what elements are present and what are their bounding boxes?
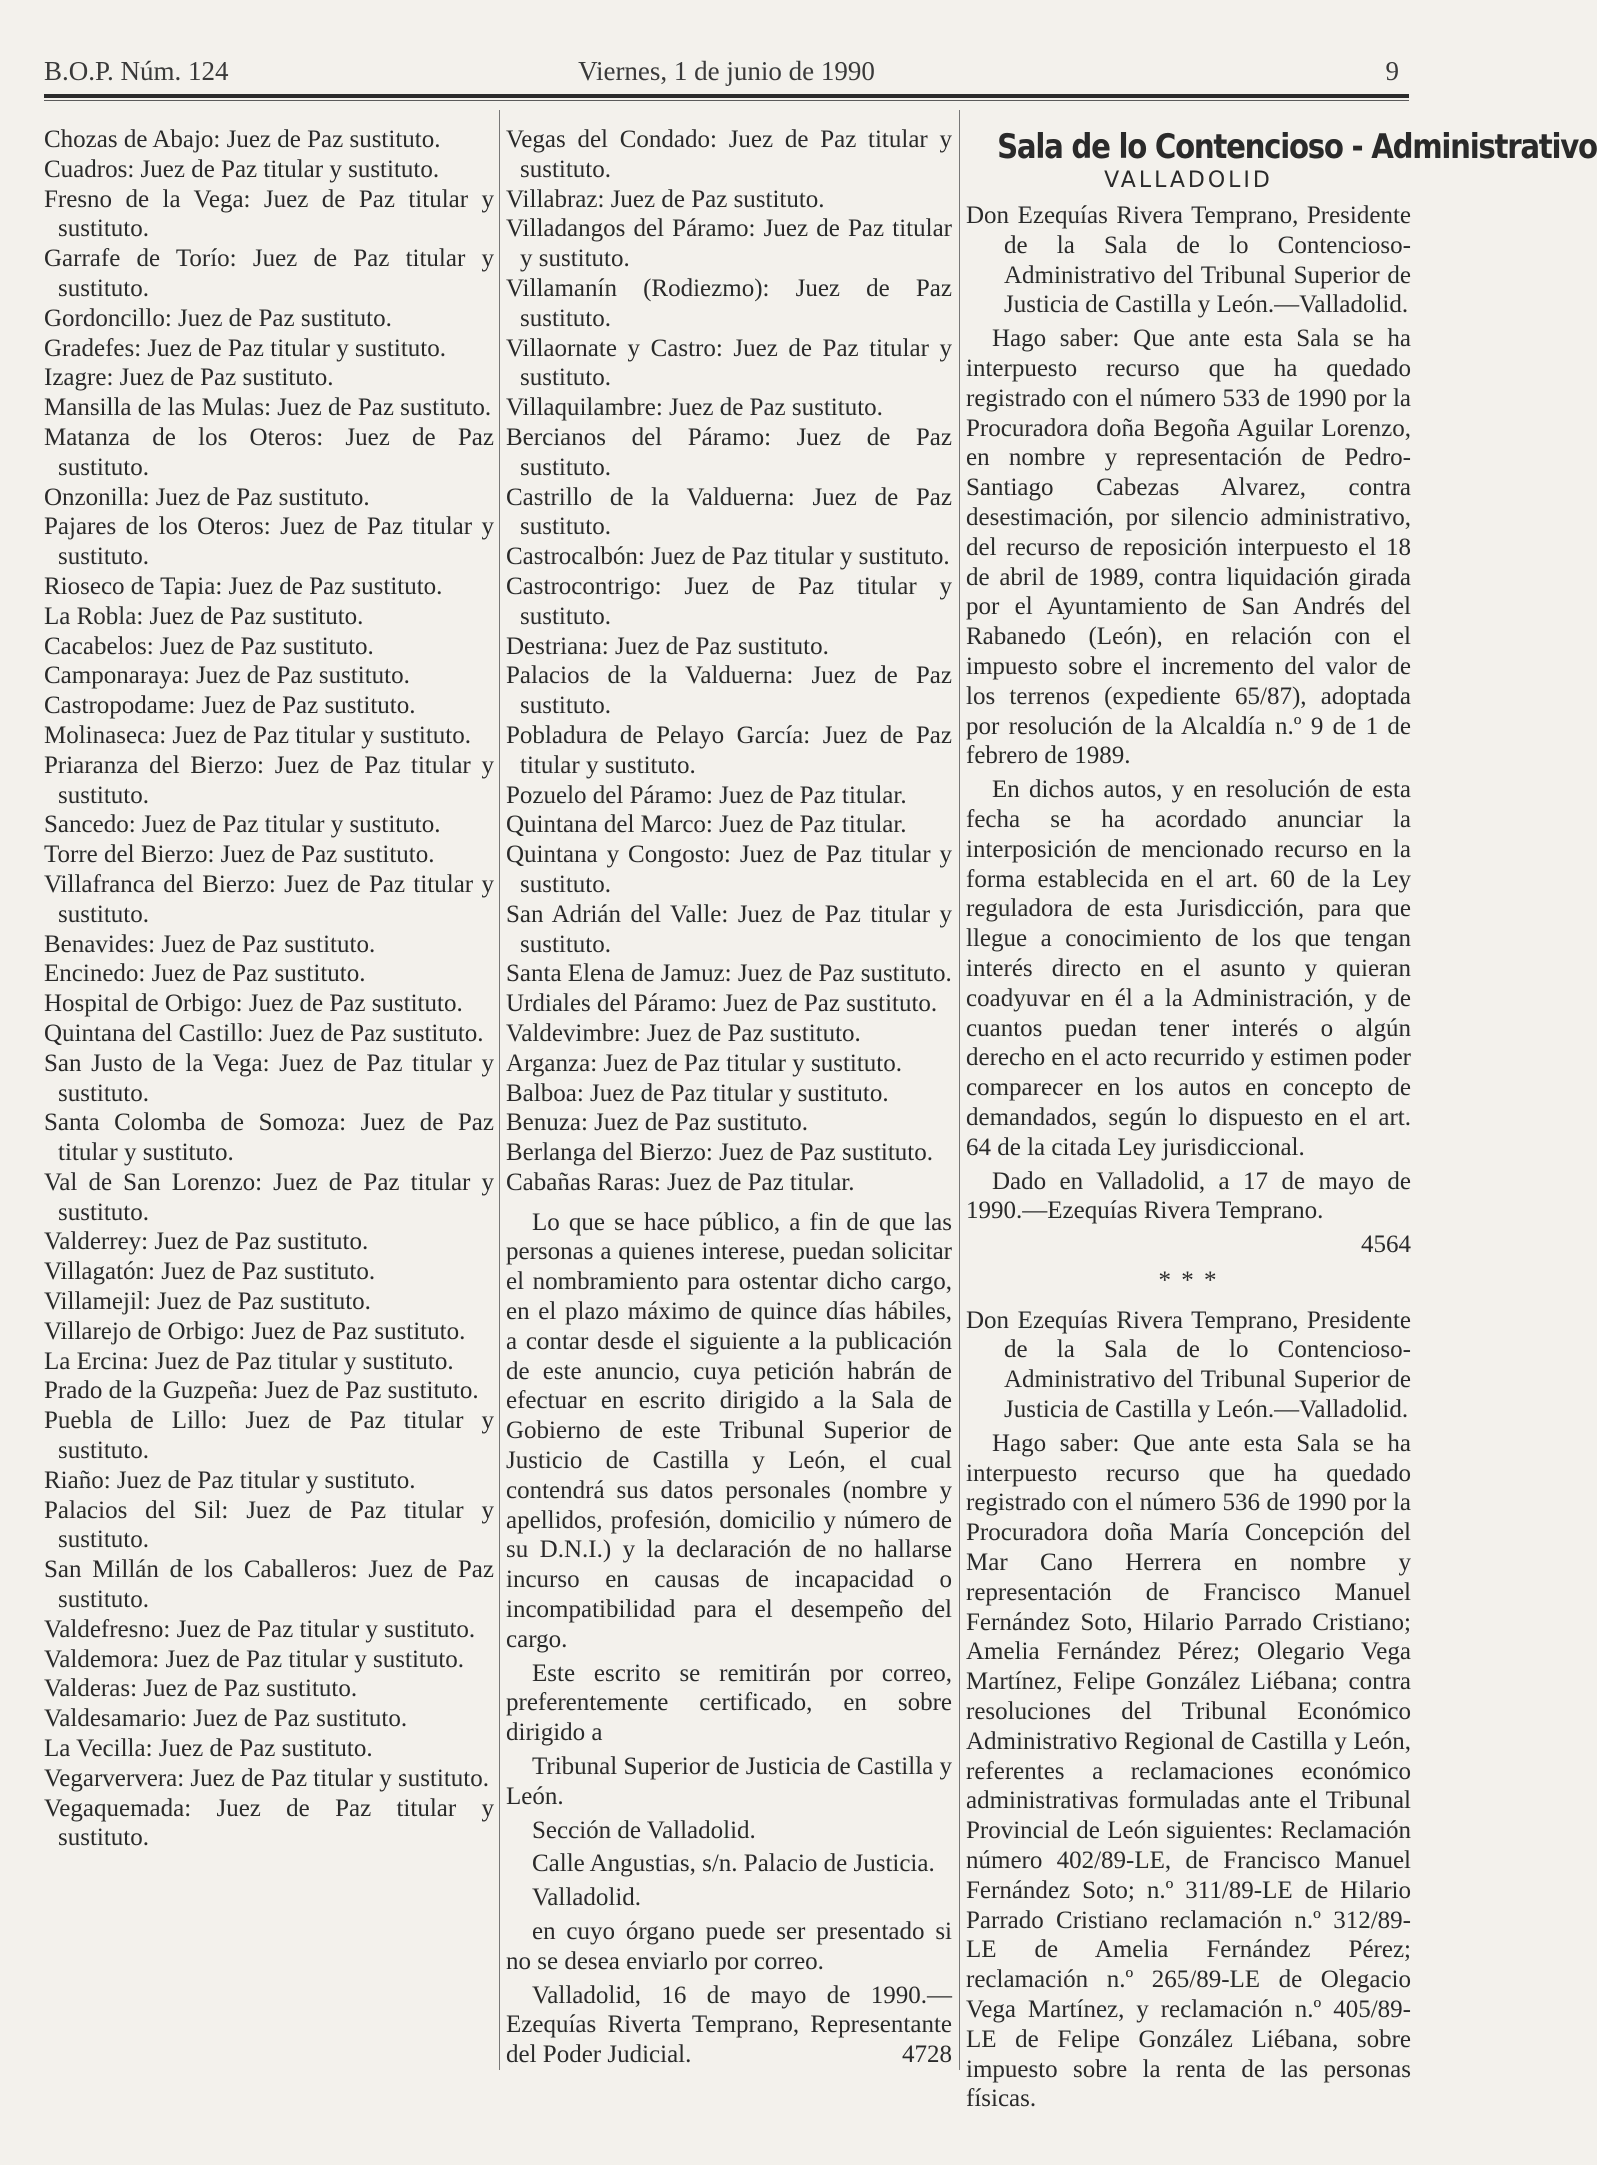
list-item: La Vecilla: Juez de Paz sustituto. — [44, 1735, 373, 1763]
list-item: Villarejo de Orbigo: Juez de Paz sustituto. — [44, 1317, 466, 1345]
list-item: Villamanín (Rodiezmo): Juez de Paz sustituto. — [506, 274, 952, 332]
list-item: San Millán de los Caballeros: Juez de Paz sustituto. — [44, 1556, 494, 1614]
list-item: Vegaquemada: Juez de Paz titular y sustituto. — [44, 1794, 494, 1852]
edict-intro: Don Ezequías Rivera Temprano, Presidente de la Sala de lo Contencioso-Administrativo del Tribunal Superior de Justicia de Castilla y León.—Valladolid. — [966, 1306, 1411, 1424]
list-item: Matanza de los Oteros: Juez de Paz sustituto. — [44, 423, 494, 481]
list-item: La Ercina: Juez de Paz titular y sustituto. — [44, 1347, 454, 1375]
list-item: Fresno de la Vega: Juez de Paz titular y sustituto. — [44, 185, 494, 243]
list-item: Urdiales del Páramo: Juez de Paz sustituto. — [506, 990, 938, 1018]
list-item: Bercianos del Páramo: Juez de Paz sustituto. — [506, 423, 952, 481]
signature-line — [506, 1981, 952, 2070]
list-item: Villaornate y Castro: Juez de Paz titular y sustituto. — [506, 334, 952, 392]
list-item: La Robla: Juez de Paz sustituto. — [44, 602, 364, 630]
list-item: Riaño: Juez de Paz titular y sustituto. — [44, 1466, 416, 1494]
list-item: Valderas: Juez de Paz sustituto. — [44, 1675, 358, 1703]
list-item: Valdevimbre: Juez de Paz sustituto. — [506, 1019, 861, 1047]
list-item: Santa Colomba de Somoza: Juez de Paz titular y sustituto. — [44, 1109, 494, 1167]
list-item: Benuza: Juez de Paz sustituto. — [506, 1109, 809, 1137]
list-item: Castrillo de la Valduerna: Juez de Paz sustituto. — [506, 483, 952, 541]
list-item: Balboa: Juez de Paz titular y sustituto. — [506, 1079, 889, 1107]
edict-paragraph: Hago saber: Que ante esta Sala se ha interpuesto recurso que ha quedado registrado con el número 536 de 1990 por la Procuradora doña María Concepción del Mar Cano Herrera en nombre y representación de Francisco Manuel Fernández Soto, Hilario Parrado Cristiano; Amelia Fernández Pérez; Olegario Vega Martínez, Felipe González Liébana; contra resoluciones del Tribunal Económico Administrativo Regional de Castilla y León, referentes a reclamaciones económico administrativas formuladas ante el Tribunal Provincial de León siguientes: Reclamación número 402/89-LE, de Francisco Manuel Fernández Soto; n.º 311/89-LE de Hilario Parrado Cristiano reclamación n.º 312/89-LE de Amelia Fernández Pérez; reclamación n.º 265/89-LE de Olegacio Vega Martínez, y reclamación n.º 405/89-LE de Felipe González Liébana, sobre impuesto sobre la renta de las personas físicas. — [966, 1429, 1411, 2113]
list-item: Palacios del Sil: Juez de Paz titular y sustituto. — [44, 1496, 494, 1554]
column-separator — [499, 110, 500, 2070]
column-3 — [966, 125, 1597, 2118]
list-item: Cacabelos: Juez de Paz sustituto. — [44, 632, 374, 660]
list-item: Priaranza del Bierzo: Juez de Paz titular y sustituto. — [44, 751, 494, 809]
list-item: Garrafe de Torío: Juez de Paz titular y sustituto. — [44, 245, 494, 302]
list-item: Pozuelo del Páramo: Juez de Paz titular. — [506, 781, 907, 809]
list-item: Pobladura de Pelayo García: Juez de Paz titular y sustituto. — [506, 721, 952, 779]
announcement-paragraph: Este escrito se remitirán por correo, preferentemente certificado, en sobre dirigido a — [506, 1659, 952, 1747]
list-item: Sancedo: Juez de Paz titular y sustituto. — [44, 811, 441, 839]
edict-intro: Don Ezequías Rivera Temprano, Presidente de la Sala de lo Contencioso-Administrativo del Tribunal Superior de Justicia de Castilla y León.—Valladolid. — [966, 202, 1411, 319]
list-item: Hospital de Orbigo: Juez de Paz sustituto. — [44, 990, 463, 1018]
header-rule-thin — [44, 100, 1409, 101]
list-item: Pajares de los Oteros: Juez de Paz titular y sustituto. — [44, 513, 494, 571]
list-item: San Adrián del Valle: Juez de Paz titular y sustituto. — [506, 900, 952, 958]
list-item: Torre del Bierzo: Juez de Paz sustituto. — [44, 841, 435, 869]
list-item: Prado de la Guzpeña: Juez de Paz sustituto. — [44, 1377, 479, 1405]
page-number: 9 — [1385, 56, 1399, 86]
header-rule-thick — [44, 94, 1409, 98]
column-2 — [506, 125, 952, 2074]
address-line: Tribunal Superior de Justicia de Castilla y León. — [506, 1753, 952, 1810]
announcement-number: 4728 — [902, 2041, 952, 2069]
bulletin-number: B.O.P. Núm. 124 — [44, 56, 229, 86]
address-line: Calle Angustias, s/n. Palacio de Justicia. — [532, 1850, 935, 1878]
column-1 — [44, 125, 494, 1853]
list-item: Chozas de Abajo: Juez de Paz sustituto. — [44, 126, 441, 153]
list-item: Arganza: Juez de Paz titular y sustituto. — [506, 1049, 902, 1077]
address-line: Sección de Valladolid. — [532, 1816, 756, 1844]
announcement-number: 4564 — [1361, 1231, 1411, 1259]
list-item: Cuadros: Juez de Paz titular y sustituto. — [44, 155, 440, 183]
list-item: Castrocontrigo: Juez de Paz titular y sustituto. — [506, 572, 952, 630]
list-item: Valderrey: Juez de Paz sustituto. — [44, 1228, 369, 1256]
list-item: Valdesamario: Juez de Paz sustituto. — [44, 1705, 408, 1733]
list-item: Villamejil: Juez de Paz sustituto. — [44, 1288, 371, 1316]
list-item: Castropodame: Juez de Paz sustituto. — [44, 692, 416, 720]
list-item: Rioseco de Tapia: Juez de Paz sustituto. — [44, 572, 443, 600]
publication-date: Viernes, 1 de junio de 1990 — [578, 56, 875, 86]
list-item: Berlanga del Bierzo: Juez de Paz sustituto. — [506, 1139, 933, 1167]
list-item: Quintana y Congosto: Juez de Paz titular y sustituto. — [506, 841, 952, 898]
list-item: Villagatón: Juez de Paz sustituto. — [44, 1258, 376, 1286]
list-item: Encinedo: Juez de Paz sustituto. — [44, 960, 366, 988]
list-item: Quintana del Marco: Juez de Paz titular. — [506, 811, 907, 839]
section-title: Sala de lo Contencioso - Administrativo — [997, 127, 1597, 167]
list-item: Castrocalbón: Juez de Paz titular y sustituto. — [506, 543, 950, 571]
list-item: Villabraz: Juez de Paz sustituto. — [506, 185, 825, 213]
list-item: Villafranca del Bierzo: Juez de Paz titular y sustituto. — [44, 870, 494, 928]
list-item: San Justo de la Vega: Juez de Paz titular y sustituto. — [44, 1049, 494, 1107]
list-item: Val de San Lorenzo: Juez de Paz titular y sustituto. — [44, 1168, 494, 1226]
list-item: Gordoncillo: Juez de Paz sustituto. — [44, 304, 392, 332]
address-line: Valladolid. — [532, 1884, 642, 1912]
list-item: Onzonilla: Juez de Paz sustituto. — [44, 483, 370, 511]
list-item: Cabañas Raras: Juez de Paz titular. — [506, 1168, 855, 1196]
list-item: Valdemora: Juez de Paz titular y sustituto. — [44, 1645, 465, 1673]
signature-text: Valladolid, 16 de mayo de 1990.—Ezequías Riverta Temprano, Representante del Poder Judicial. — [506, 1981, 952, 2069]
list-item: Palacios de la Valduerna: Juez de Paz sustituto. — [506, 662, 952, 720]
list-item: Camponaraya: Juez de Paz sustituto. — [44, 662, 410, 690]
list-item: Mansilla de las Mulas: Juez de Paz sustituto. — [44, 394, 492, 422]
edict-paragraph: En dichos autos, y en resolución de esta fecha se ha acordado anunciar la interposición de mencionado recurso en la forma establecida en el art. 60 de la Ley reguladora de esta Jurisdicción, para que llegue a conocimiento de los que tengan interés directo en el asunto y quieran coadyuvar en él a la Administración, y de cuantos puedan tener interés o algún derecho en el acto recurrido y estimen poder comparecer en los autos en concepto de demandados, según lo dispuesto en el art. 64 de la citada Ley jurisdiccional. — [966, 776, 1411, 1161]
list-item: Puebla de Lillo: Juez de Paz titular y sustituto. — [44, 1407, 494, 1465]
list-item: Izagre: Juez de Paz sustituto. — [44, 364, 334, 392]
list-item: Villaquilambre: Juez de Paz sustituto. — [506, 394, 883, 422]
edict-paragraph: Hago saber: Que ante esta Sala se ha interpuesto recurso que ha quedado registrado con el número 533 de 1990 por la Procuradora doña Begoña Aguilar Lorenzo, en nombre y representación de Pedro-Santiago Cabezas Alvarez, contra desestimación, por silencio administrativo, del recurso de reposición interpuesto el 18 de abril de 1989, contra liquidación girada por el Ayuntamiento de San Andrés del Rabanedo (León), en relación con el impuesto sobre el incremento del valor de los terrenos (expediente 65/87), adoptada por resolución de la Alcaldía n.º 9 de 1 de febrero de 1989. — [966, 325, 1411, 770]
list-item: Quintana del Castillo: Juez de Paz sustituto. — [44, 1019, 484, 1047]
list-item: Vegarververa: Juez de Paz titular y sustituto. — [44, 1764, 489, 1792]
announcement-paragraph: Lo que se hace público, a fin de que las personas a quienes interese, puedan solicitar el nombramiento para ostentar dicho cargo, en el plazo máximo de quince días hábiles, a contar desde el siguiente a la publicación de este anuncio, cuya petición habrán de efectuar en escrito dirigido a la Sala de Gobierno de este Tribunal Superior de Justicio de Castilla y León, el cual contendrá sus datos personales (nombre y apellidos, profesión, domicilio y número de su D.N.I.) y la declaración de no hallarse incurso en causas de incapacidad o incompatibilidad para el desempeño del cargo. — [506, 1208, 952, 1653]
list-item: Benavides: Juez de Paz sustituto. — [44, 930, 376, 958]
section-subtitle: VALLADOLID — [1104, 168, 1273, 193]
edict-signature: Dado en Valladolid, a 17 de mayo de 1990.—Ezequías Rivera Temprano. — [966, 1167, 1411, 1225]
page-header — [44, 56, 1409, 96]
list-item: Molinaseca: Juez de Paz titular y sustituto. — [44, 721, 471, 749]
list-item: Vegas del Condado: Juez de Paz titular y sustituto. — [506, 126, 952, 183]
announcement-paragraph: en cuyo órgano puede ser presentado si no se desea enviarlo por correo. — [506, 1918, 952, 1975]
separator-stars: * * * — [1158, 1266, 1219, 1294]
list-item: Valdefresno: Juez de Paz titular y sustituto. — [44, 1615, 476, 1643]
list-item: Destriana: Juez de Paz sustituto. — [506, 632, 829, 660]
list-item: Santa Elena de Jamuz: Juez de Paz sustituto. — [506, 960, 952, 988]
list-item: Gradefes: Juez de Paz titular y sustituto. — [44, 334, 446, 362]
list-item: Villadangos del Páramo: Juez de Paz titular y sustituto. — [506, 215, 952, 273]
column-separator — [959, 110, 960, 2070]
